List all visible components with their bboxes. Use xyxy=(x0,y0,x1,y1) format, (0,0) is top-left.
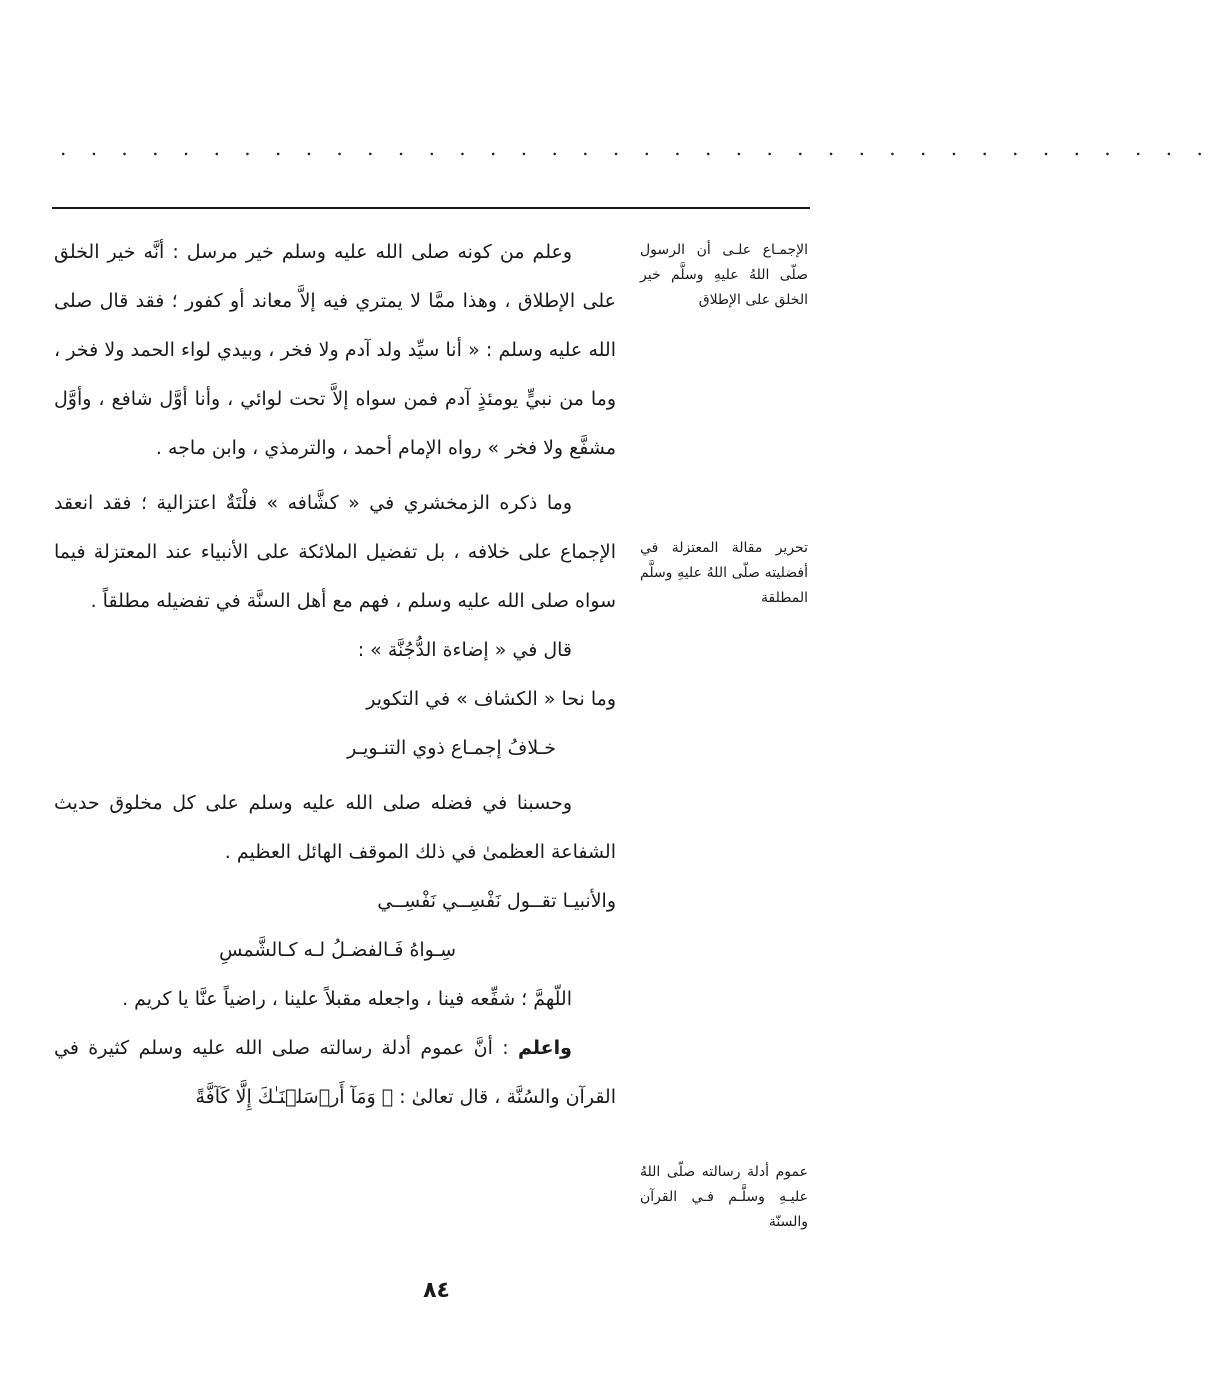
paragraph-1: وعلم من كونه صلى الله عليه وسلم خير مرسل : أنَّه خير الخلق على الإطلاق ، وهذا ممَّا لا يمتري فيه إلاَّ معاند أو كفور ؛ فقد قال صلى الله عليه وسلم : « أنا سيِّد ولد آدم ولا فخر ، وبيدي لواء الحمد ولا فخر ، وما من نبيٍّ يومئذٍ آدم فمن سواه إلاَّ تحت لوائي ، وأنا أوَّل شافع ، وأوَّل مشفَّع ولا فخر » رواه الإمام أحمد ، والترمذي ، وابن ماجه . xyxy=(54,241,616,459)
margin-note-3: عموم أدلة رسالته صلّى اللهُ عليـهِ وسلَّـم فـي القرآن والسنّة xyxy=(640,1164,808,1230)
paragraph-4: اللّهمَّ ؛ شفِّعه فينا ، واجعله مقبلاً علينا ، راضياً عنَّا يا كريم . xyxy=(122,988,572,1010)
paragraph-3: وحسبنا في فضله صلى الله عليه وسلم على كل مخلوق حديث الشفاعة العظمىٰ في ذلك الموقف الهائل العظيم . xyxy=(54,792,616,863)
header-dotted-line: . . . . . . . . . . . . . . . . . . . . . . . . . . . . . . . . . . . . . . xyxy=(60,136,1212,160)
page-number: ٨٤ xyxy=(423,1278,450,1303)
quote-intro: قال في « إضاءة الدُّجُنَّة » : xyxy=(357,639,572,661)
paragraph-5-lead: واعلم xyxy=(518,1037,572,1059)
verse-1-second-hemistich: خـلافُ إجمـاع ذوي التنـويـر xyxy=(347,737,556,759)
verse-1-first-hemistich: وما نحا « الكشاف » في التكوير xyxy=(366,688,616,710)
main-text xyxy=(54,228,616,1122)
verse-2-second-hemistich: سِـواهُ فَـالفضـلُ لـه كـالشَّمسِ xyxy=(219,939,456,961)
paragraph-2: وما ذكره الزمخشري في « كشَّافه » فلْتَةٌ اعتزالية ؛ فقد انعقد الإجماع على خلافه ، بل تفضيل الملائكة على الأنبياء عند المعتزلة فيما سواه صلى الله عليه وسلم ، فهم مع أهل السنَّة في تفضيله مطلقاً . xyxy=(54,492,616,612)
margin-note-2: تحرير مقالة المعتزلة في أفضليته صلّى اللهُ عليهِ وسلَّم المطلقة xyxy=(640,540,808,606)
paragraph-5-text: : أنَّ عموم أدلة رسالته صلى الله عليه وسلم كثيرة في القرآن والسُنَّة ، قال تعالىٰ : ﴿ وَمَآ أَرۡسَلۡنَـٰكَ إِلَّا كَآفَّةً xyxy=(54,1037,616,1108)
verse-2-first-hemistich: والأنبيـا تقــول نَفْسِــي نَفْسِــي xyxy=(377,890,616,912)
header-rule xyxy=(52,207,810,209)
margin-note-1: الإجمـاع علـى أن الرسول صلّى اللهُ عليهِ وسلَّم خير الخلق على الإطلاق xyxy=(640,242,808,308)
paragraph-5 xyxy=(54,1024,616,1122)
